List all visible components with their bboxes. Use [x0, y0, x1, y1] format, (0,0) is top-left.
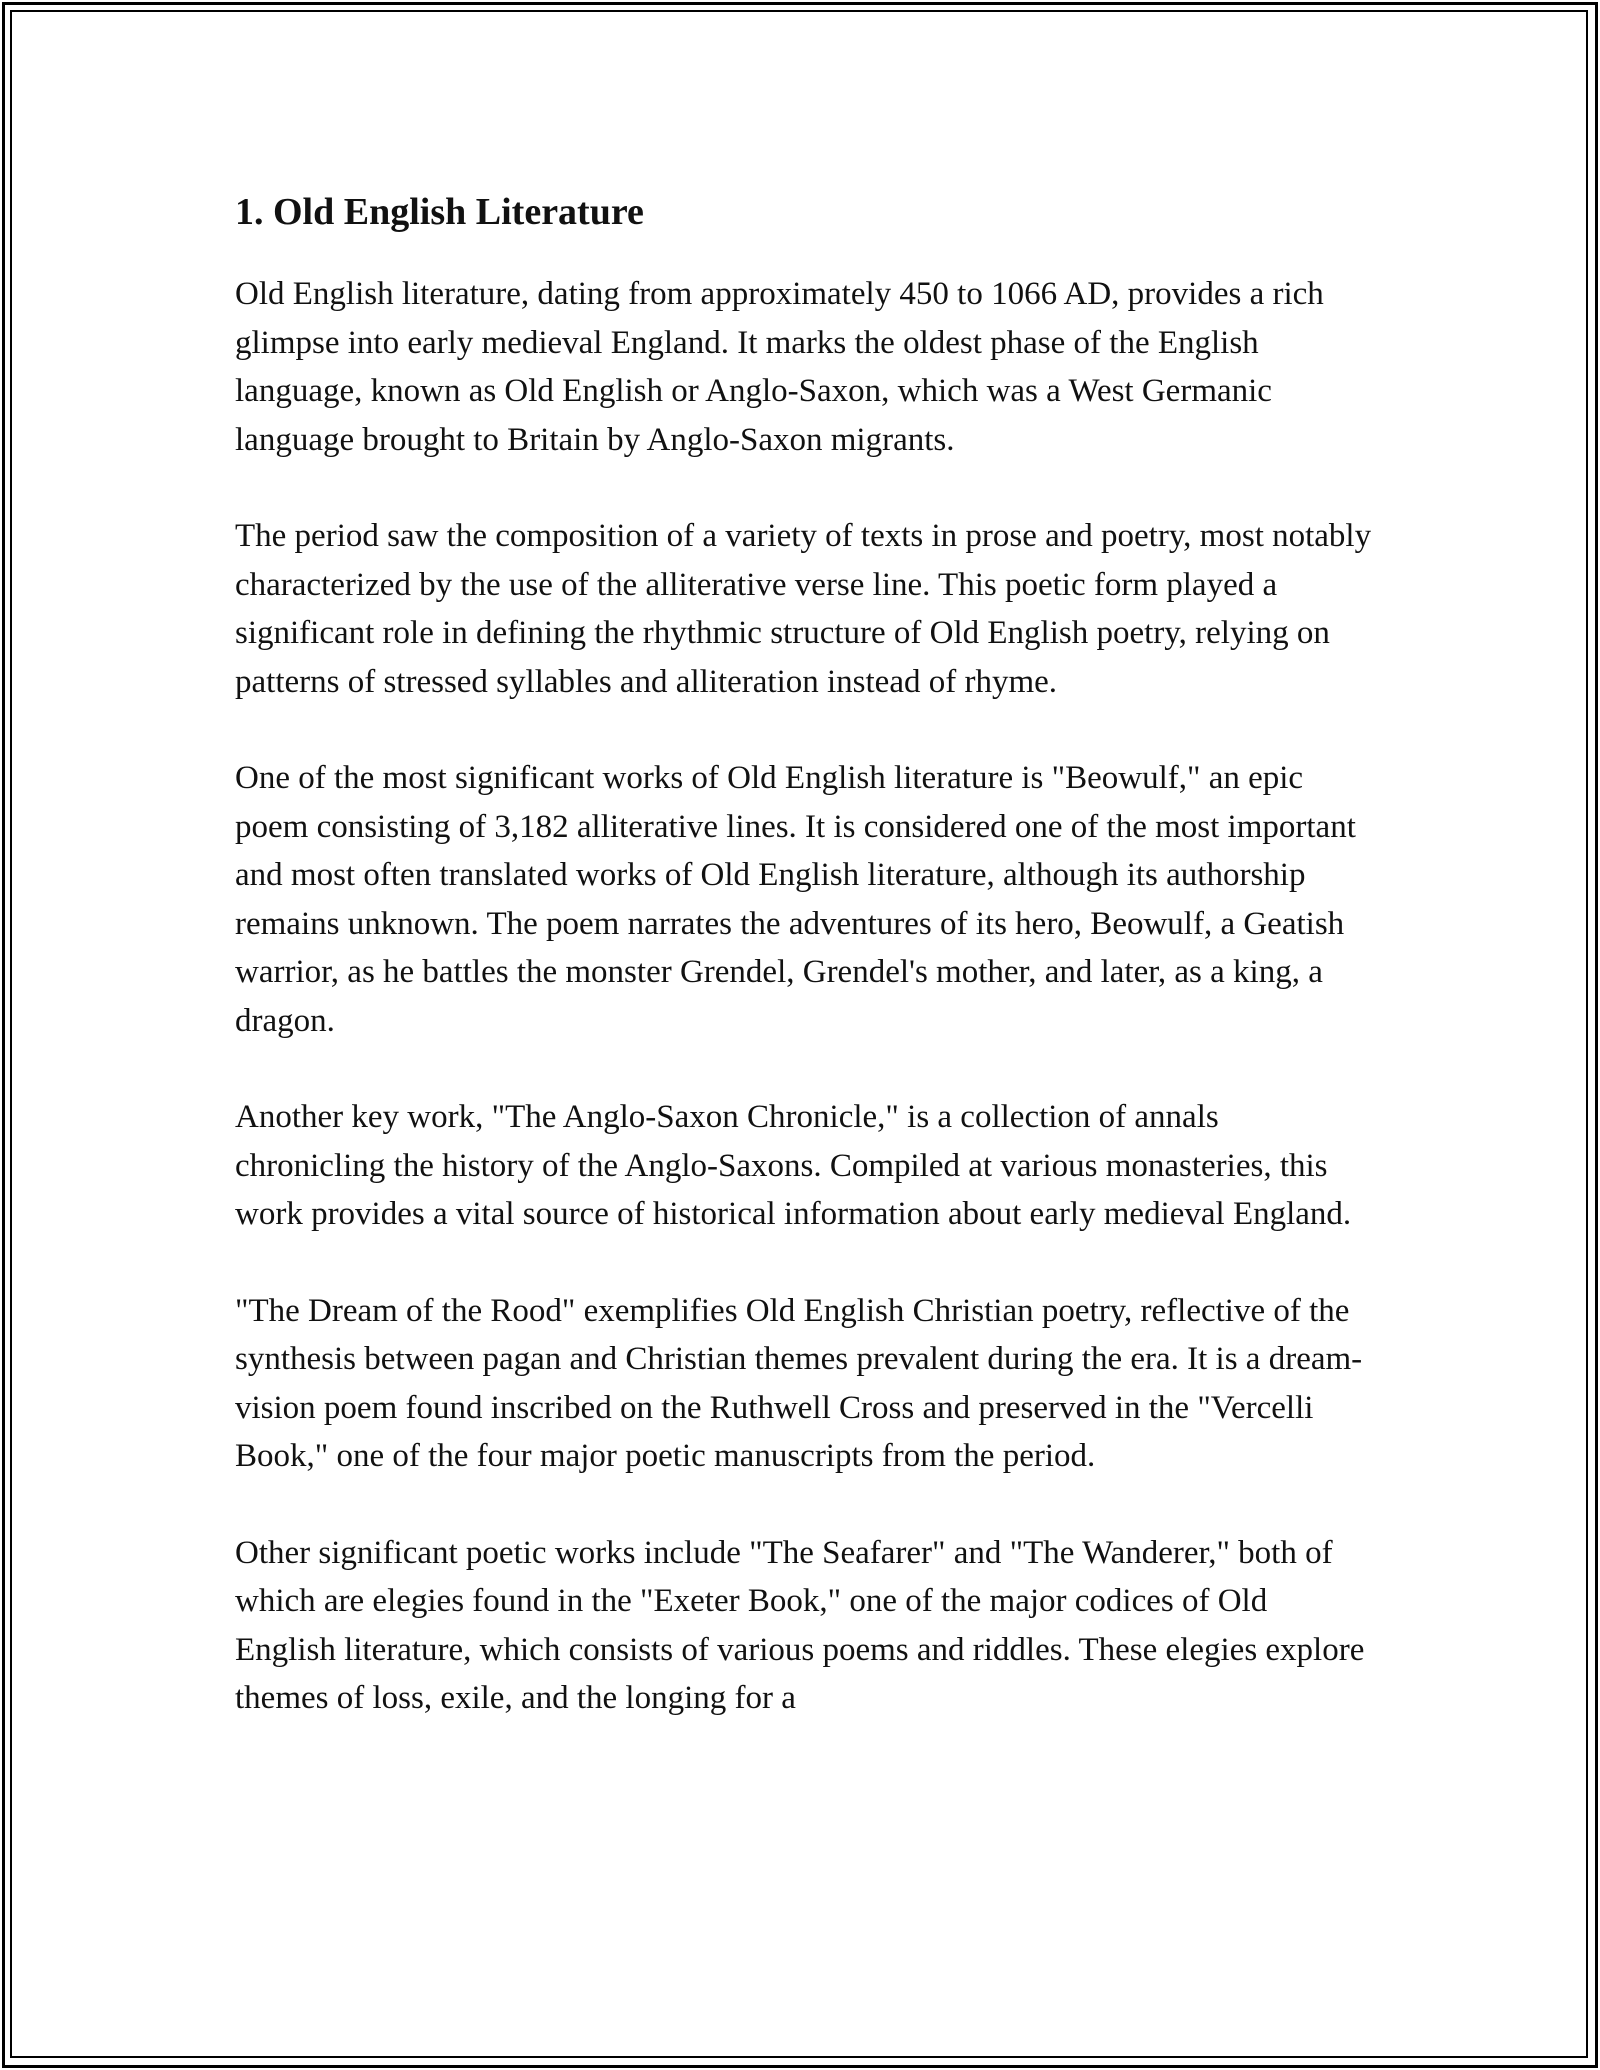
paragraph-2: The period saw the composition of a variety of texts in prose and poetry, most notably characterized by the use of the alliterative verse line. This poetic form played a significant role in defining the rhythmic structure of Old English poetry, relying on patterns of stressed syllables and alliteration instead of rhyme. [235, 518, 1372, 700]
document-body [235, 188, 1375, 1771]
paragraph-5: "The Dream of the Rood" exemplifies Old English Christian poetry, reflective of the synthesis between pagan and Christian themes prevalent during the era. It is a dream-vision poem found inscribed on the Ruthwell Cross and preserved in the "Vercelli Book," one of the four major poetic manuscripts from the period. [235, 1292, 1363, 1474]
paragraph-1: Old English literature, dating from approximately 450 to 1066 AD, provides a rich glimpse into early medieval England. It marks the oldest phase of the English language, known as Old English or Anglo-Saxon, which was a West Germanic language brought to Britain by Anglo-Saxon migrants. [235, 276, 1324, 458]
paragraph-3: One of the most significant works of Old English literature is "Beowulf," an epic poem consisting of 3,182 alliterative lines. It is considered one of the most important and most often translated works of Old English literature, although its authorship remains unknown. The poem narrates the adventures of its hero, Beowulf, a Geatish warrior, as he battles the monster Grendel, Grendel's mother, and later, as a king, a dragon. [235, 760, 1356, 1039]
paragraph-4: Another key work, "The Anglo-Saxon Chronicle," is a collection of annals chronicling the history of the Anglo-Saxons. Compiled at various monasteries, this work provides a vital source of historical information about early medieval England. [235, 1099, 1352, 1232]
paragraph-6: Other significant poetic works include "The Seafarer" and "The Wanderer," both of which are elegies found in the "Exeter Book," one of the major codices of Old English literature, which consists of various poems and riddles. These elegies explore themes of loss, exile, and the longing for a [235, 1534, 1365, 1716]
section-heading: 1. Old English Literature [235, 191, 644, 233]
